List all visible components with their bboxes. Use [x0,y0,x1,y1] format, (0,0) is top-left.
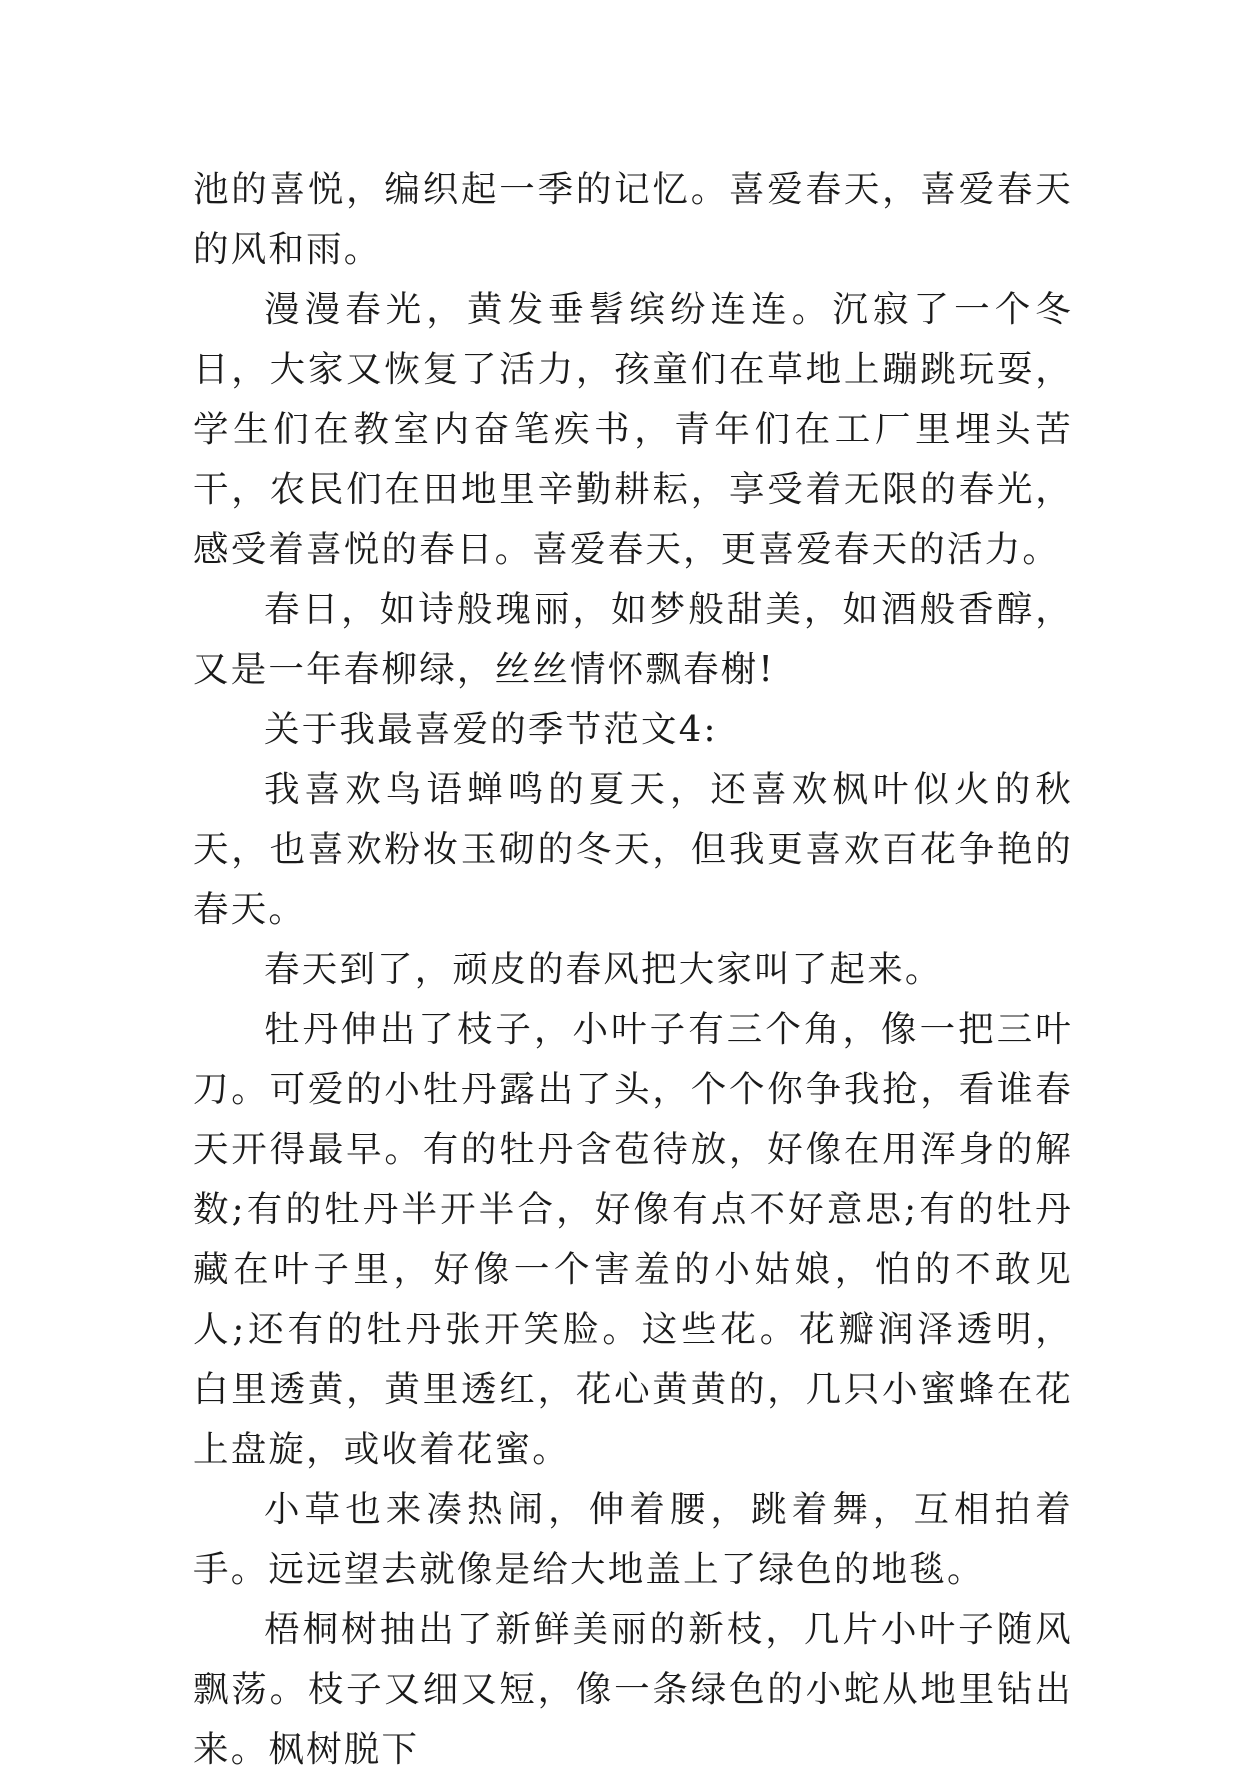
paragraph-7: 小草也来凑热闹，伸着腰，跳着舞，互相拍着手。远远望去就像是给大地盖上了绿色的地毯。 [193,1489,1073,1590]
paragraph-8: 梧桐树抽出了新鲜美丽的新枝，几片小叶子随风飘荡。枝子又细又短，像一条绿色的小蛇从地里钻出来。枫树脱下 [193,1609,1073,1770]
paragraph-1: 池的喜悦，编织起一季的记忆。喜爱春天，喜爱春天的风和雨。 [193,169,1073,270]
paragraph-5: 春天到了，顽皮的春风把大家叫了起来。 [264,949,943,990]
document-body [193,160,1073,1780]
paragraph-4: 我喜欢鸟语蝉鸣的夏天，还喜欢枫叶似火的秋天，也喜欢粉妆玉砌的冬天，但我更喜欢百花争艳的春天。 [193,769,1073,930]
paragraph-2: 漫漫春光，黄发垂髫缤纷连连。沉寂了一个冬日，大家又恢复了活力，孩童们在草地上蹦跳玩耍，学生们在教室内奋笔疾书，青年们在工厂里埋头苦干，农民们在田地里辛勤耕耘，享受着无限的春光，感受着喜悦的春日。喜爱春天，更喜爱春天的活力。 [193,289,1073,570]
section-heading: 关于我最喜爱的季节范文4: [264,709,718,750]
paragraph-6: 牡丹伸出了枝子，小叶子有三个角，像一把三叶刀。可爱的小牡丹露出了头，个个你争我抢，看谁春天开得最早。有的牡丹含苞待放，好像在用浑身的解数;有的牡丹半开半合，好像有点不好意思;有的牡丹藏在叶子里，好像一个害羞的小姑娘，怕的不敢见人;还有的牡丹张开笑脸。这些花。花瓣润泽透明，白里透黄，黄里透红，花心黄黄的，几只小蜜蜂在花上盘旋，或收着花蜜。 [193,1009,1073,1470]
paragraph-3: 春日，如诗般瑰丽，如梦般甜美，如酒般香醇，又是一年春柳绿，丝丝情怀飘春榭! [193,589,1073,690]
